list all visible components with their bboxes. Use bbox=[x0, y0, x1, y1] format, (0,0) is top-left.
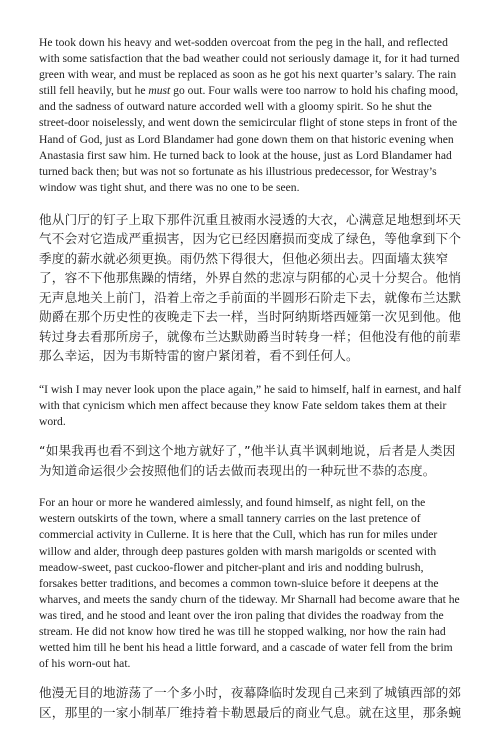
paragraph-chinese-3: 他漫无目的地游荡了一个多小时，夜幕降临时发现自己来到了城镇西部的郊区，那里的一家小制革厂维持着卡勒恩最后的商业气息。就在这里，那条蜿 bbox=[39, 685, 462, 720]
paragraph-english-1 bbox=[39, 35, 463, 196]
paragraph-english-3: For an hour or more he wandered aimlessly, and found himself, as night fell, on the western outskirts of the town, where a small tannery carries on the last pretence of commercial activity in Cullerne. It is here that the Cull, which has run for miles under willow and alder, through deep pastures golden with marsh marigolds or scented with meadow-sweet, past cuckoo-flower and pitcher-plant and iris and nodding bulrush, forsakes better traditions, and becomes a common town-sluice before it deepens at the wharves, and meets the sandy churn of the tideway. Mr Sharnall had become aware that he was tired, and he stood and leant over the iron paling that divides the roadway from the stream. He did not know how tired he was till he stopped walking, nor how the rain had wetted him till he bent his head a little forward, and a cascade of water fell from the brim of his worn-out hat. bbox=[39, 496, 460, 671]
paragraph-chinese-1: 他从门厅的钉子上取下那件沉重且被雨水浸透的大衣，心满意足地想到坏天气不会对它造成严重损害，因为它已经因磨损而变成了绿色，等他拿到下个季度的薪水就必须更换。雨仍然下得很大，但他必须出去。四面墙太狭窄了，容不下他那焦躁的情绪，外界自然的悲凉与阴郁的心灵十分契合。他悄无声息地关上前门，沿着上帝之手前面的半圆形石阶走下去，就像布兰达默勋爵在那个历史性的夜晚走下去一样，当时阿纳斯塔西娅第一次见到他。他转过身去看那所房子，就像布兰达默勋爵当时转身一样；但他没有他的前辈那么幸运，因为韦斯特雷的窗户紧闭着，看不到任何人。 bbox=[39, 211, 462, 364]
emphasis-text: must bbox=[148, 84, 171, 98]
document-page bbox=[39, 35, 463, 736]
paragraph-english-2: “I wish I may never look upon the place again,” he said to himself, half in earnest, and half with that cynicism which men affect because they know Fate seldom takes them at their word. bbox=[39, 382, 462, 429]
paragraph-text: go out. Four walls were too narrow to hold his chafing mood, and the sadness of outward nature accorded well with a gloomy spirit. So he shut the street-door noiselessly, and went down the semicircular flight of stone steps in front of the Hand of God, just as Lord Blandamer had gone down them on that historic evening when Anastasia first saw him. He turned back to look at the house, just as Lord Blandamer had turned back then; but was not so fortunate as his illustrious predecessor, for Westray’s window was tight shut, and there was no one to be seen. bbox=[39, 84, 459, 194]
paragraph-chinese-2: “如果我再也看不到这个地方就好了，”他半认真半讽刺地说，后者是人类因为知道命运很少会按照他们的话去做而表现出的一种玩世不恭的态度。 bbox=[39, 443, 456, 478]
paragraph-text: He took down his heavy and wet-sodden overcoat from the peg in the hall, and reflected with some satisfaction that the bad weather could not seriously damage it, for it had turned green with wear, and must be replaced as soon as he got his next quarter’s salary. The rain still fell heavily, but he bbox=[39, 36, 460, 98]
